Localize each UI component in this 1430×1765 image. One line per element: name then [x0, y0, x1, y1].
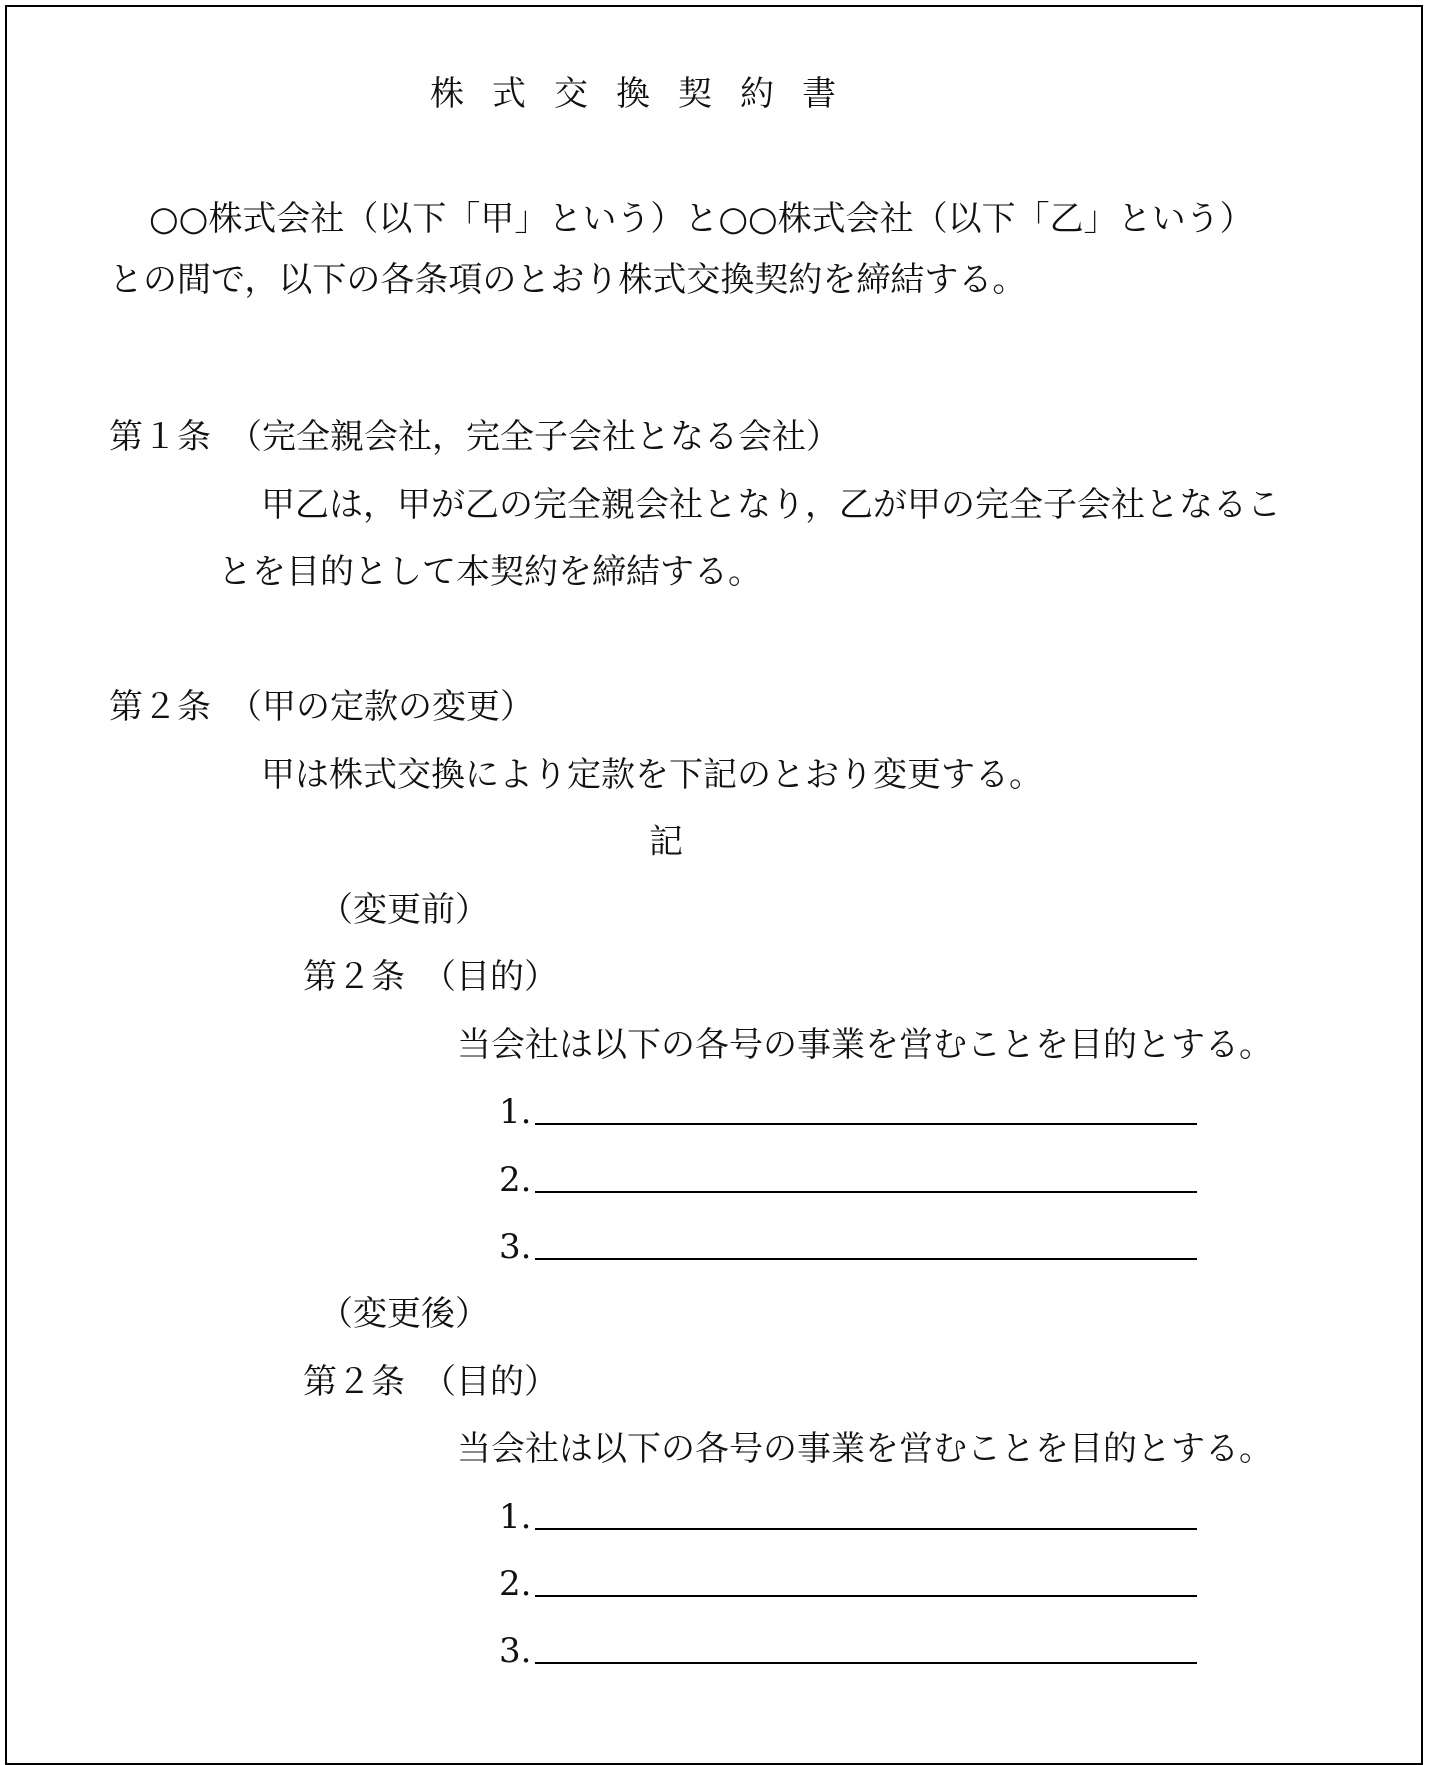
after-item-3 [499, 1631, 535, 1671]
before-item-1 [499, 1092, 535, 1132]
after-item-3-blank [535, 1662, 1197, 1664]
item-number: 3. [499, 1631, 532, 1671]
item-number: 3. [499, 1227, 532, 1267]
before-article-heading: 第２条 （目的） [303, 957, 558, 997]
ki-marker: 記 [649, 822, 683, 862]
item-number: 1. [499, 1497, 532, 1537]
preamble-line-2: との間で，以下の各条項のとおり株式交換契約を締結する。 [109, 260, 1027, 300]
after-item-1-blank [535, 1528, 1197, 1530]
after-article-text: 当会社は以下の各号の事業を営むことを目的とする。 [457, 1429, 1273, 1469]
article-1-heading: 第１条 （完全親会社，完全子会社となる会社） [109, 417, 840, 457]
before-label: （変更前） [319, 890, 489, 930]
after-article-heading: 第２条 （目的） [303, 1362, 558, 1402]
after-item-2 [499, 1564, 535, 1604]
item-number: 2. [499, 1564, 532, 1604]
item-number: 1. [499, 1092, 532, 1132]
article-1-body-line-2: とを目的として本契約を締結する。 [218, 552, 762, 592]
before-item-2-blank [535, 1191, 1197, 1193]
item-number: 2. [499, 1160, 532, 1200]
article-2-heading: 第２条 （甲の定款の変更） [109, 687, 534, 727]
before-item-1-blank [535, 1123, 1197, 1125]
before-article-text: 当会社は以下の各号の事業を営むことを目的とする。 [457, 1025, 1273, 1065]
before-item-3 [499, 1227, 535, 1267]
document-page [5, 5, 1423, 1765]
after-item-1 [499, 1497, 535, 1537]
article-1-body-line-1: 甲乙は，甲が乙の完全親会社となり，乙が甲の完全子会社となるこ [261, 485, 1281, 525]
after-label: （変更後） [319, 1294, 489, 1334]
preamble-line-1: ○○株式会社（以下「甲」という）と○○株式会社（以下「乙」という） [149, 199, 1254, 239]
after-item-2-blank [535, 1595, 1197, 1597]
before-item-2 [499, 1160, 535, 1200]
document-title: 株式交換契約書 [430, 74, 864, 114]
article-2-body: 甲は株式交換により定款を下記のとおり変更する。 [261, 755, 1043, 795]
before-item-3-blank [535, 1258, 1197, 1260]
